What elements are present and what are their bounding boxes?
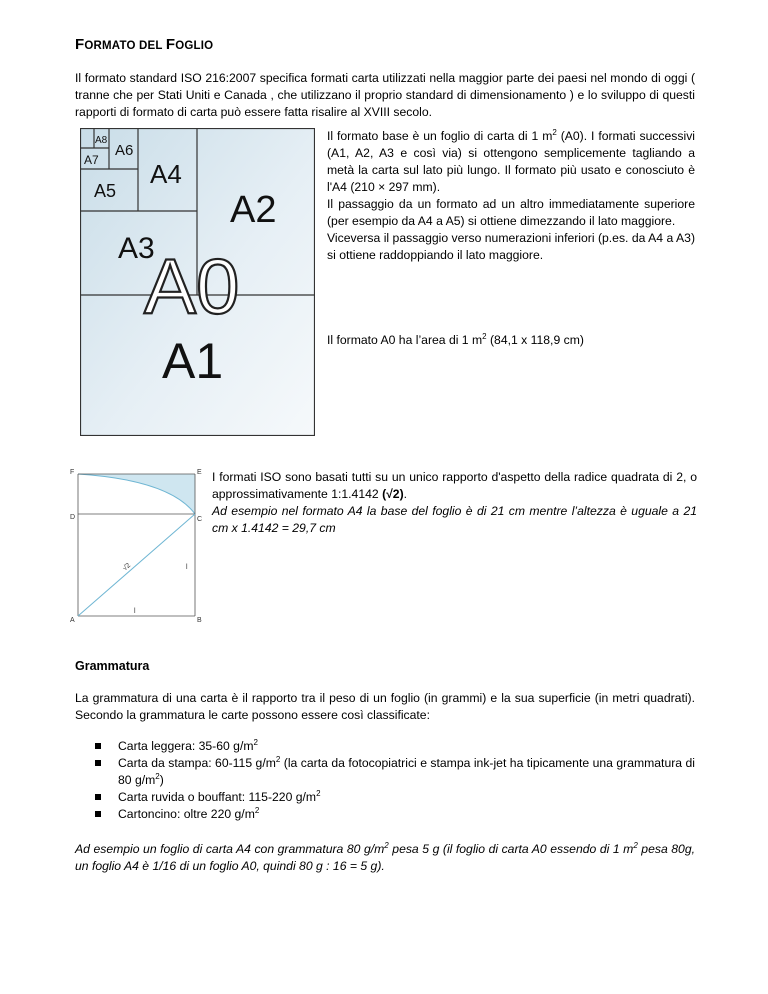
- a0-area-text: Il formato A0 ha l’area di 1 $m^2$ (84,1 x 118,9 cm): [327, 331, 584, 347]
- point-d: D: [70, 514, 76, 521]
- list-item: Carta da stampa: 60-115 $g/m^2$ (la carta da fotocopiatrici e stampa ink-jet ha tipicamente una grammatura di 80 $g/m^2$): [75, 755, 695, 789]
- point-c: C: [197, 516, 203, 523]
- label-side-bottom: l: [134, 608, 136, 615]
- sqrt2-diagram: [70, 466, 205, 624]
- paper-formats-diagram: [80, 128, 315, 436]
- grammatura-list: [75, 738, 695, 823]
- formats-description: Il formato base è un foglio di carta di 1 $m^2$ (A0). I formati successivi (A1, A2, A3 e così via) si ottengono semplicemente tagliando a metà la carta sul lato più lungo. Il formato più usato e conosciuto è l'A4 (210 × 297 mm). Il passaggio da un formato ad un altro immediatamente superiore (per esempio da A4 a A5) si ottiene dimezzando il lato maggiore. Viceversa il passaggio verso numerazioni inferiori (p.es. da A4 a A3) si ottiene raddoppiando il lato maggiore.: [327, 127, 696, 262]
- label-a0: A0: [144, 242, 240, 330]
- label-a7: A7: [84, 153, 99, 167]
- label-a3: A3: [118, 232, 155, 265]
- ratio-text: I formati ISO sono basati tutti su un unico rapporto d'aspetto della radice quadrata di 2, o approssimativamente 1:1.4142 (√2). Ad esempio nel formato A4 la base del foglio è di 21 cm mentre l’altezza è uguale a 21 cm x 1.4142 = 29,7 cm: [212, 470, 697, 535]
- list-item: Carta ruvida o bouffant: 115-220 $g/m^2$: [75, 789, 695, 806]
- bullet-icon: [95, 794, 101, 800]
- label-a6: A6: [115, 142, 134, 159]
- point-b: B: [197, 617, 202, 624]
- label-a1: A1: [162, 333, 224, 389]
- label-sqrt2: √2: [121, 562, 133, 573]
- grammatura-example: Ad esempio un foglio di carta A4 con grammatura 80 $g/m^2$ pesa 5 g (il foglio di carta A0 essendo di 1 $m^2$ pesa 80g, un foglio A4 è 1/16 di un foglio A0, quindi 80 g : 16 = 5 g).: [75, 840, 695, 873]
- list-item: Cartoncino: oltre 220 $g/m^2$: [75, 806, 695, 823]
- bullet-icon: [95, 811, 101, 817]
- label-side-right: l: [186, 564, 188, 571]
- point-a: A: [70, 617, 75, 624]
- grammatura-heading: Grammatura: [75, 659, 150, 673]
- point-e: E: [197, 469, 202, 476]
- list-item: Carta leggera: 35-60 $g/m^2$: [75, 738, 695, 755]
- page-title: FORMATO DEL FOGLIO: [75, 36, 214, 53]
- label-a5: A5: [94, 181, 117, 201]
- intro-paragraph: Il formato standard ISO 216:2007 specifica formati carta utilizzati nella maggior parte dei paesi nel mondo di oggi ( tranne che per Stati Uniti e Canada , che utilizzano il proprio standard di dimensionamento ) e lo sviluppo di questi rapporti di formato di carta può essere fatta risalire al XVIII secolo.: [75, 71, 695, 119]
- point-f: F: [70, 469, 75, 476]
- bullet-icon: [95, 760, 101, 766]
- label-a2: A2: [230, 189, 277, 231]
- label-a8: A8: [95, 135, 108, 146]
- bullet-icon: [95, 743, 101, 749]
- label-a4: A4: [150, 159, 182, 189]
- grammatura-intro: La grammatura di una carta è il rapporto tra il peso di un foglio (in grammi) e la sua superficie (in metri quadrati). Secondo la grammatura le carte possono essere così classificate:: [75, 691, 695, 722]
